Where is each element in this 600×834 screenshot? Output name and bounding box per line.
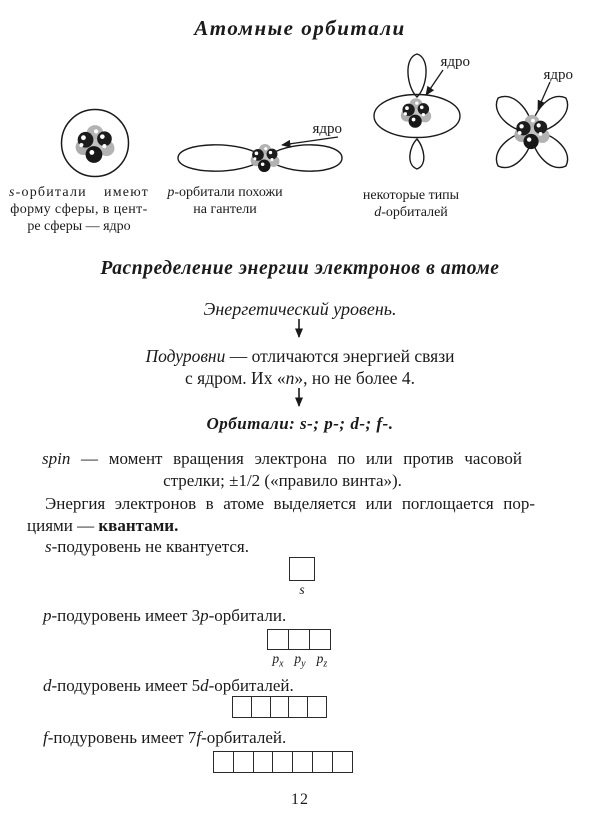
orbital-cell xyxy=(213,751,234,773)
d-orbital-ring-figure xyxy=(362,50,472,172)
caption-line: d-орбиталей xyxy=(374,205,448,220)
p-box-label: $p_x$ xyxy=(272,651,284,670)
orbital-cell xyxy=(253,751,274,773)
p-box-label: $p_z$ xyxy=(316,651,328,670)
s-sublevel-line: s-подуровень не квантуется. xyxy=(45,537,249,556)
s-orbital-figure xyxy=(57,105,133,181)
caption-line: p-орбитали похожи xyxy=(167,185,283,200)
nucleus-cluster-icon xyxy=(251,144,280,172)
nucleus-cluster-icon xyxy=(514,115,549,149)
page-title: Атомные орбитали xyxy=(194,16,406,40)
orbital-cell xyxy=(332,751,353,773)
nucleus-label: ядро xyxy=(440,54,470,70)
sublevels-line-2: с ядром. Их «n», но не более 4. xyxy=(184,368,416,388)
f-orbital-cells-row xyxy=(213,751,353,773)
orbital-cell xyxy=(267,629,289,650)
p-orbital-figure xyxy=(166,114,344,182)
down-arrow-icon xyxy=(292,318,306,346)
caption-line: на гантели xyxy=(193,202,257,217)
spin-definition-line-1: spin — момент вращения электрона по или против часовой xyxy=(42,449,522,468)
p-orbital-cells-row xyxy=(267,629,331,650)
caption-line: форму сферы, в цент- xyxy=(10,202,148,217)
nucleus-cluster-icon xyxy=(401,98,431,128)
caption-line: s-орбитали имеют xyxy=(9,185,149,200)
d-orbitals-caption xyxy=(348,187,474,221)
orbital-cell xyxy=(312,751,333,773)
orbital-cell xyxy=(292,751,313,773)
orbital-cell xyxy=(233,751,254,773)
spin-definition-line-2: стрелки; ±1/2 («правило винта»). xyxy=(163,471,402,490)
orbital-cell xyxy=(270,696,290,718)
orbital-cell xyxy=(307,696,327,718)
nucleus-pointer-arrow-icon xyxy=(538,82,550,109)
orbital-cell xyxy=(251,696,271,718)
s-box-label: s xyxy=(299,582,305,597)
p-sublevel-line: p-подуровень имеет 3p-орбитали. xyxy=(43,606,287,625)
s-orbital-caption xyxy=(9,184,149,235)
f-sublevel-line: f-подуровень имеет 7f-орбиталей. xyxy=(43,728,287,747)
d-orbital-clover-figure xyxy=(476,58,582,176)
p-box-labels-row xyxy=(267,651,333,670)
energy-quanta-line-1: Энергия электронов в атоме выделяется или поглощается пор- xyxy=(45,494,535,513)
d-orbital-cells-row xyxy=(232,696,327,718)
orbital-cell xyxy=(232,696,252,718)
nucleus-label: ядро xyxy=(312,121,342,137)
sublevels-line-1: Подуровни — отличаются энергией связи xyxy=(145,346,455,366)
p-orbital-caption xyxy=(158,184,292,218)
page-number: 12 xyxy=(291,791,309,808)
orbital-cell xyxy=(272,751,293,773)
orbital-cell xyxy=(289,557,315,581)
orbitals-line: Орбитали: s-; p-; d-; f-. xyxy=(206,414,394,433)
nucleus-label: ядро xyxy=(543,67,573,83)
nucleus-cluster-icon xyxy=(76,125,115,163)
energy-quanta-line-2: циями — квантами. xyxy=(27,516,179,535)
p-box-label: $p_y$ xyxy=(294,651,306,670)
energy-level-label: Энергетический уровень. xyxy=(203,299,397,319)
s-orbital-cell-box xyxy=(289,557,315,581)
down-arrow-icon xyxy=(292,387,306,415)
orbital-cell xyxy=(309,629,331,650)
orbital-cell xyxy=(288,696,308,718)
nucleus-pointer-arrow-icon xyxy=(282,137,338,145)
caption-line: ре сферы — ядро xyxy=(27,219,131,234)
nucleus-pointer-arrow-icon xyxy=(426,70,443,95)
d-sublevel-line: d-подуровень имеет 5d-орбиталей. xyxy=(43,676,294,695)
caption-line: некоторые типы xyxy=(362,188,460,203)
section-heading: Распределение энергии электронов в атоме xyxy=(100,258,500,279)
orbital-cell xyxy=(288,629,310,650)
